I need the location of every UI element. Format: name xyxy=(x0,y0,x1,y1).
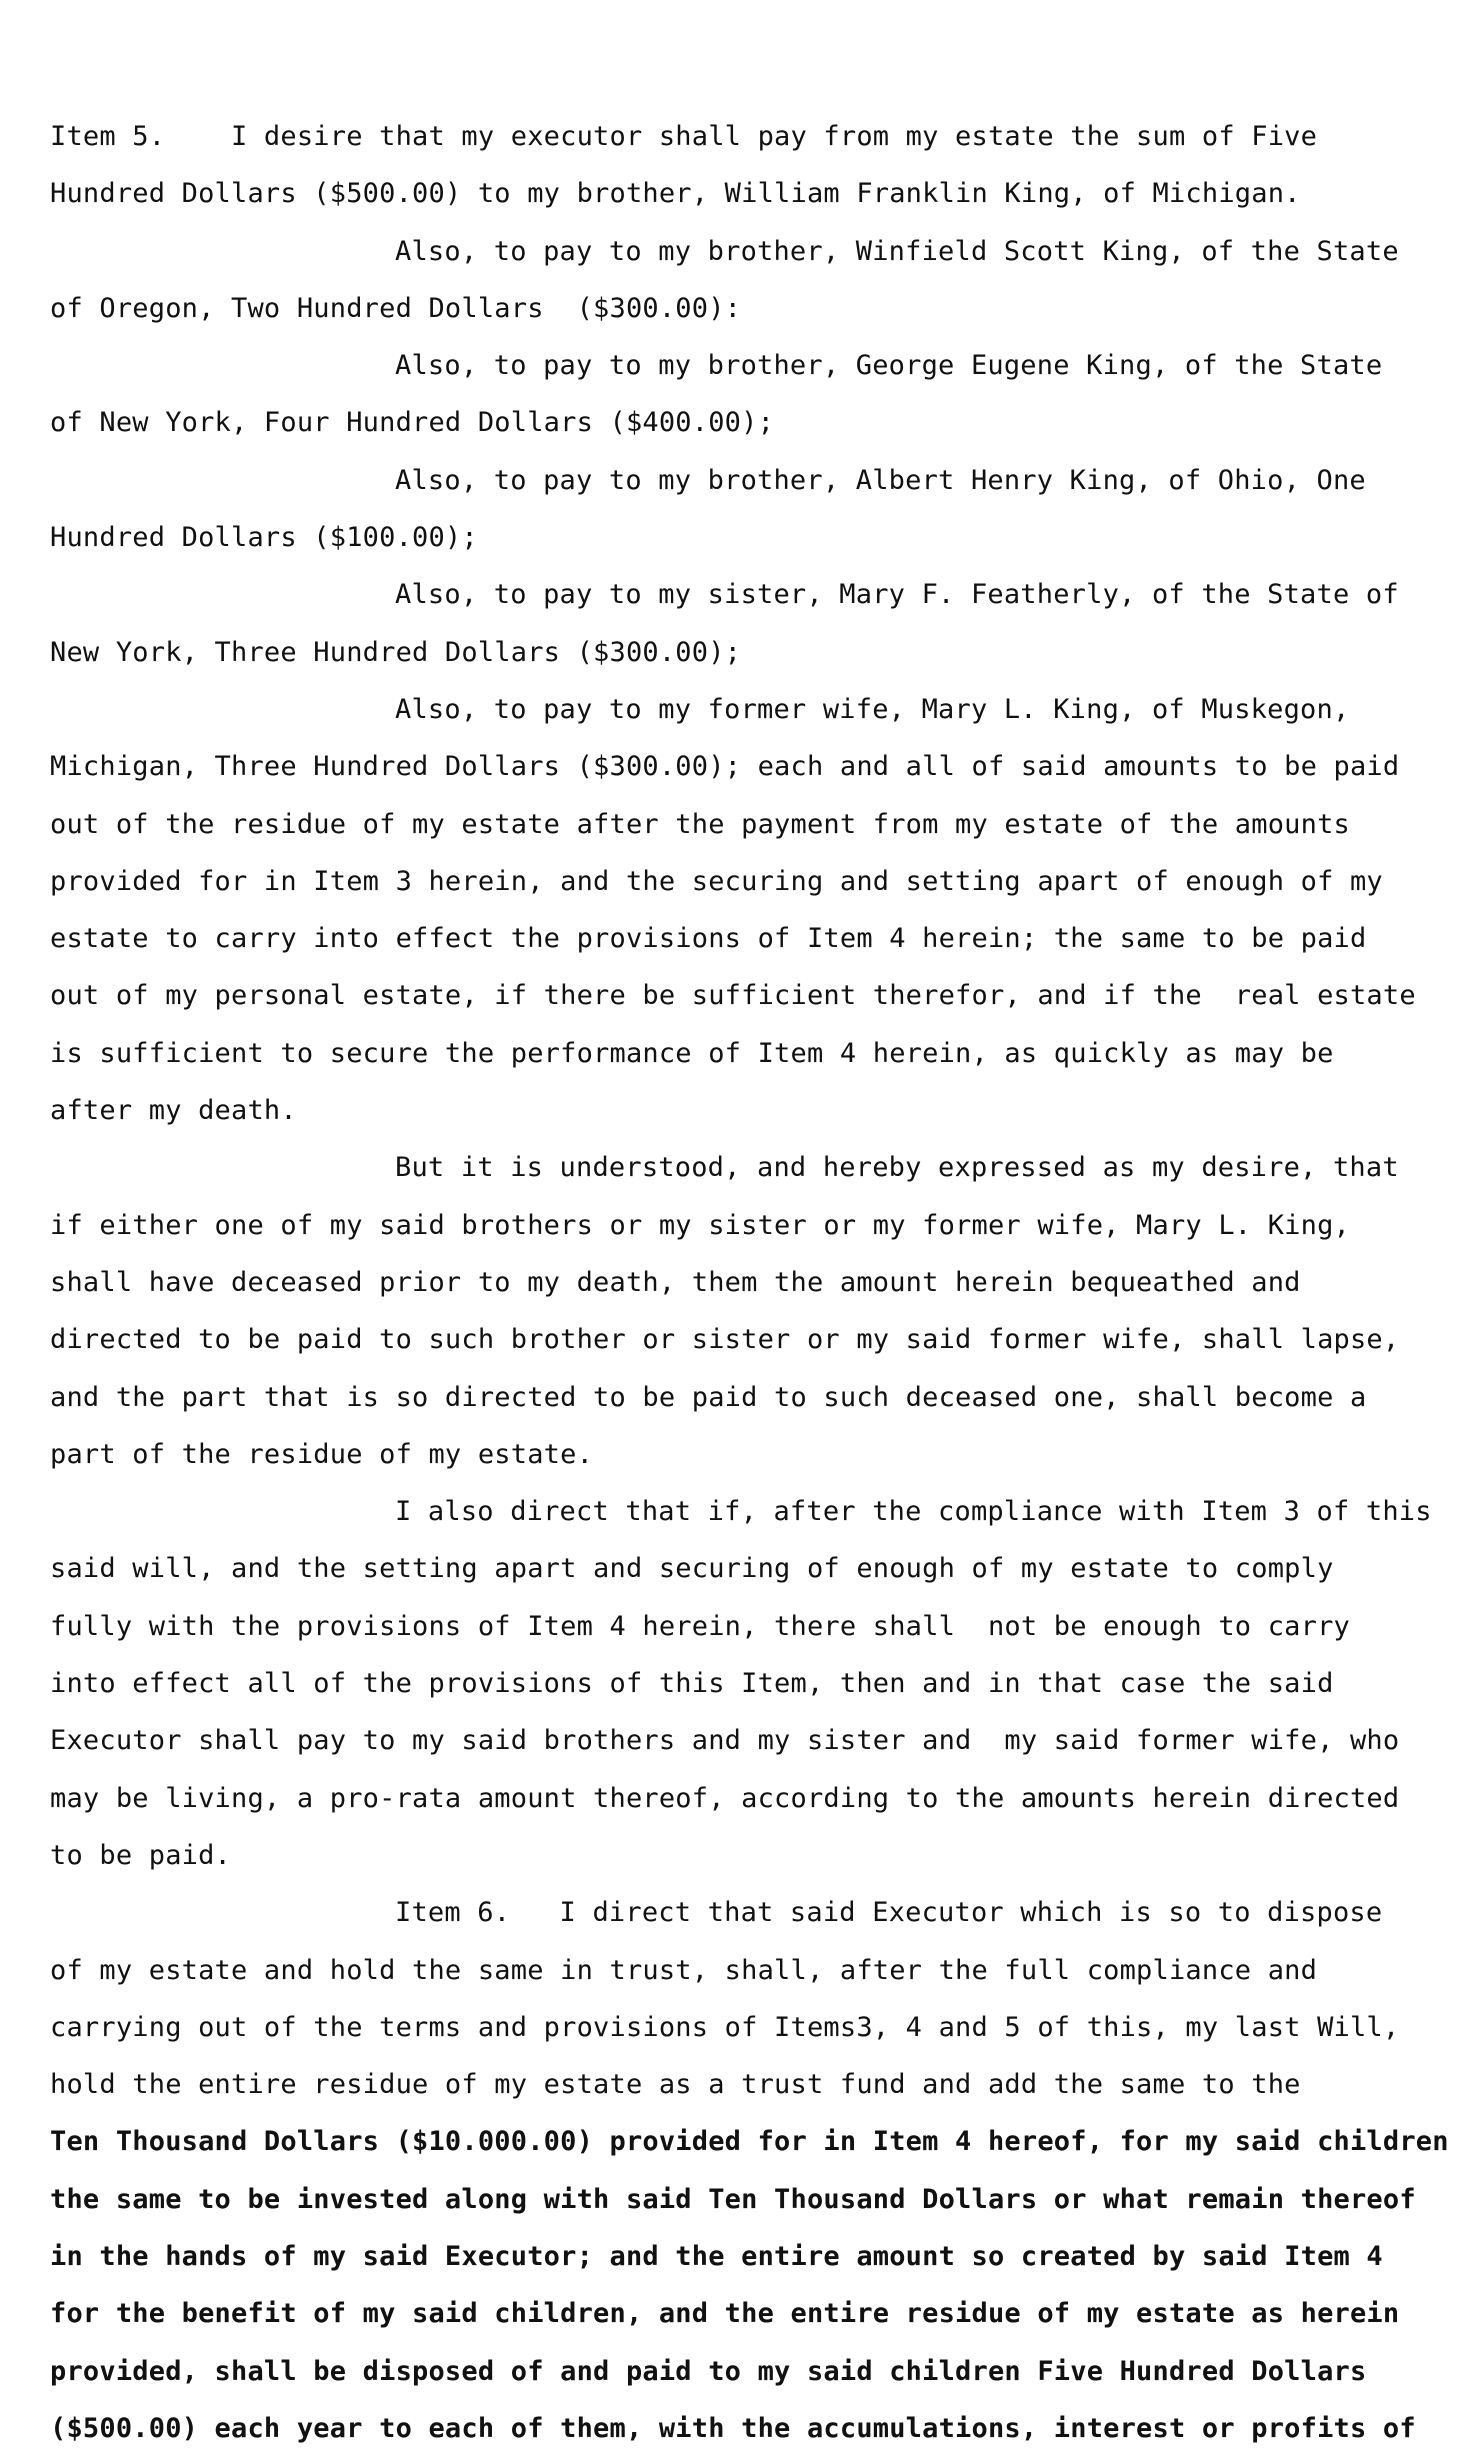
document-line: directed to be paid to such brother or sister or my said former wife, shall lapse, xyxy=(50,1324,1400,1356)
document-line: part of the residue of my estate. xyxy=(50,1438,594,1470)
document-body xyxy=(50,108,1449,2457)
document-line: of New York, Four Hundred Dollars ($400.00); xyxy=(50,407,775,439)
document-line: Michigan, Three Hundred Dollars ($300.00); each and all of said amounts to be paid xyxy=(50,751,1400,783)
document-line: for the benefit of my said children, and the entire residue of my estate as herein xyxy=(50,2298,1400,2330)
document-line: provided, shall be disposed of and paid to my said children Five Hundred Dollars xyxy=(50,2355,1367,2387)
document-line: estate to carry into effect the provisions of Item 4 herein; the same to be paid xyxy=(50,923,1367,955)
document-line: is sufficient to secure the performance of Item 4 herein, as quickly as may be xyxy=(50,1037,1334,1069)
document-line: Ten Thousand Dollars ($10.000.00) provided for in Item 4 hereof, for my said children xyxy=(50,2126,1449,2158)
document-line: New York, Three Hundred Dollars ($300.00); xyxy=(50,636,742,668)
document-line: Hundred Dollars ($500.00) to my brother, William Franklin King, of Michigan. xyxy=(50,178,1301,210)
document-line: to be paid. xyxy=(50,1839,232,1871)
document-line: ($500.00) each year to each of them, with the accumulations, interest or profits of xyxy=(50,2412,1416,2444)
document-line: fully with the provisions of Item 4 herein, there shall not be enough to carry xyxy=(50,1610,1350,1642)
document-line: the same to be invested along with said Ten Thousand Dollars or what remain thereof xyxy=(50,2183,1416,2215)
document-line: shall have deceased prior to my death, them the amount herein bequeathed and xyxy=(50,1266,1301,1298)
document-line: after my death. xyxy=(50,1095,297,1127)
document-line: in the hands of my said Executor; and the entire amount so created by said Item 4 xyxy=(50,2240,1383,2272)
document-line: But it is understood, and hereby expressed as my desire, that xyxy=(395,1152,1399,1184)
document-line: said will, and the setting apart and securing of enough of my estate to comply xyxy=(50,1553,1334,1585)
document-line: Item 6. I direct that said Executor which is so to dispose xyxy=(395,1897,1383,1929)
document-line: Also, to pay to my brother, Winfield Scott King, of the State xyxy=(395,235,1399,267)
document-line: Item 5. I desire that my executor shall pay from my estate the sum of Five xyxy=(50,121,1318,152)
document-line: provided for in Item 3 herein, and the securing and setting apart of enough of my xyxy=(50,865,1383,897)
document-line: I also direct that if, after the compliance with Item 3 of this xyxy=(395,1496,1432,1528)
document-line: into effect all of the provisions of this Item, then and in that case the said xyxy=(50,1668,1334,1700)
document-line: and the part that is so directed to be paid to such deceased one, shall become a xyxy=(50,1381,1367,1413)
document-line: Also, to pay to my former wife, Mary L. King, of Muskegon, xyxy=(395,693,1350,725)
document-line: Also, to pay to my brother, George Eugene King, of the State xyxy=(395,350,1383,382)
document-line: of Oregon, Two Hundred Dollars ($300.00): xyxy=(50,292,742,324)
document-line: Executor shall pay to my said brothers and my sister and my said former wife, who xyxy=(50,1725,1400,1757)
document-line: carrying out of the terms and provisions of Items3, 4 and 5 of this, my last Will, xyxy=(50,2011,1400,2043)
document-line: hold the entire residue of my estate as a trust fund and add the same to the xyxy=(50,2069,1301,2101)
document-line: if either one of my said brothers or my sister or my former wife, Mary L. King, xyxy=(50,1209,1350,1241)
document-line: out of the residue of my estate after the payment from my estate of the amounts xyxy=(50,808,1350,840)
document-line: may be living, a pro-rata amount thereof, according to the amounts herein directed xyxy=(50,1782,1400,1814)
document-line: of my estate and hold the same in trust, shall, after the full compliance and xyxy=(50,1954,1318,1986)
document-line: Also, to pay to my sister, Mary F. Featherly, of the State of xyxy=(395,579,1399,611)
document-line: Also, to pay to my brother, Albert Henry King, of Ohio, One xyxy=(395,464,1366,496)
document-line: out of my personal estate, if there be sufficient therefor, and if the real estate xyxy=(50,980,1416,1012)
document-line: Hundred Dollars ($100.00); xyxy=(50,522,478,554)
